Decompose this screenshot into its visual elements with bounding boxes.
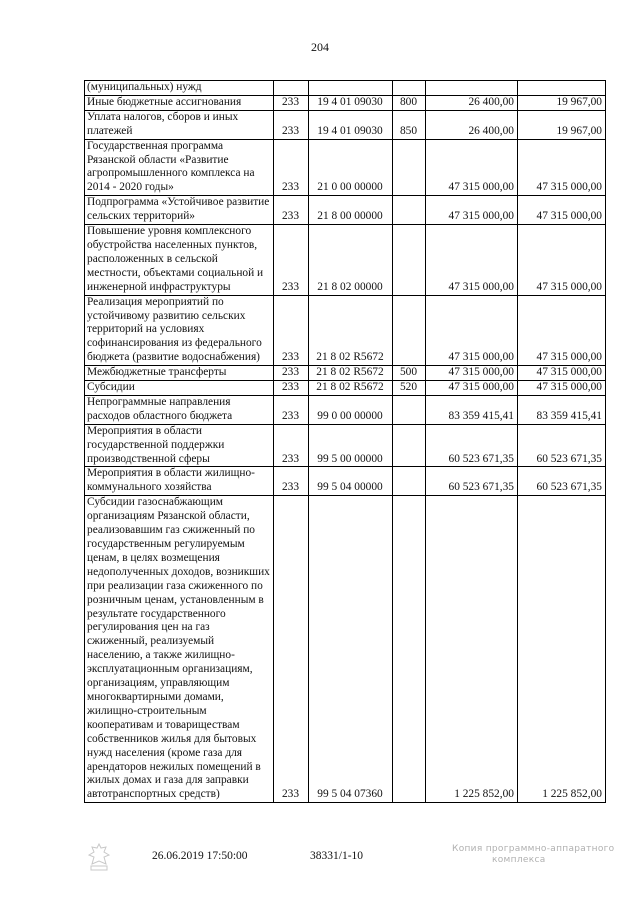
table-row <box>85 395 606 424</box>
cell-name: Субсидии газоснабжающим организациям Рязанской области, реализовавшим газ сжиженный по государственным регулируемым ценам, в целях возмещения недополученных доходов, возникших при реализации газа сжиженного по розничным ценам, установленным в результате государственного регулирования цен на газ сжиженный, реализуемый населению, а также жилищно-эксплуатационным организациям, организациям, управляющим многоквартирными домами, жилищно-строительным кооперативам и товариществам собственников жилья для бытовых нужд населения (кроме газа для арендаторов нежилых помещений в жилых домах и газа для заправки автотранспортных средств) <box>85 496 274 803</box>
cell-vr <box>393 225 426 296</box>
cell-vr: 800 <box>393 95 426 110</box>
cell-plan: 60 523 671,35 <box>426 424 518 467</box>
cell-fact: 47 315 000,00 <box>518 295 606 366</box>
cell-plan: 47 315 000,00 <box>426 381 518 396</box>
cell-ved: 233 <box>274 225 309 296</box>
table-row <box>85 95 606 110</box>
cell-csr: 21 8 02 R5672 <box>309 381 393 396</box>
cell-fact: 47 315 000,00 <box>518 225 606 296</box>
cell-fact: 47 315 000,00 <box>518 366 606 381</box>
cell-fact: 60 523 671,35 <box>518 467 606 496</box>
cell-plan: 47 315 000,00 <box>426 225 518 296</box>
cell-ved <box>274 81 309 96</box>
cell-name: Мероприятия в области жилищно-коммунального хозяйства <box>85 467 274 496</box>
table-row <box>85 496 606 803</box>
table-row <box>85 295 606 366</box>
cell-ved: 233 <box>274 196 309 225</box>
cell-ved: 233 <box>274 381 309 396</box>
cell-ved: 233 <box>274 496 309 803</box>
cell-plan <box>426 81 518 96</box>
cell-plan: 1 225 852,00 <box>426 496 518 803</box>
cell-fact: 1 225 852,00 <box>518 496 606 803</box>
stamp-line-1: Копия программно-аппаратного <box>452 844 615 854</box>
cell-vr <box>393 196 426 225</box>
cell-fact: 83 359 415,41 <box>518 395 606 424</box>
table-row <box>85 225 606 296</box>
cell-plan: 83 359 415,41 <box>426 395 518 424</box>
cell-fact: 47 315 000,00 <box>518 381 606 396</box>
cell-vr <box>393 139 426 196</box>
cell-csr: 99 5 00 00000 <box>309 424 393 467</box>
cell-plan: 26 400,00 <box>426 110 518 139</box>
cell-name: Уплата налогов, сборов и иных платежей <box>85 110 274 139</box>
cell-plan: 47 315 000,00 <box>426 366 518 381</box>
cell-csr: 99 5 04 00000 <box>309 467 393 496</box>
cell-name: Подпрограмма «Устойчивое развитие сельских территорий» <box>85 196 274 225</box>
cell-csr: 19 4 01 09030 <box>309 95 393 110</box>
cell-csr: 99 5 04 07360 <box>309 496 393 803</box>
table-row <box>85 467 606 496</box>
table-row <box>85 196 606 225</box>
cell-vr <box>393 496 426 803</box>
cell-vr: 500 <box>393 366 426 381</box>
cell-fact <box>518 81 606 96</box>
table-row <box>85 81 606 96</box>
cell-name: (муниципальных) нужд <box>85 81 274 96</box>
budget-table <box>84 80 606 803</box>
cell-fact: 47 315 000,00 <box>518 196 606 225</box>
cell-name: Межбюджетные трансферты <box>85 366 274 381</box>
cell-name: Реализация мероприятий по устойчивому развитию сельских территорий на условиях софинансирования из федерального бюджета (развитие водоснабжения) <box>85 295 274 366</box>
cell-csr: 21 8 02 00000 <box>309 225 393 296</box>
footer-stamp <box>452 844 614 866</box>
cell-name: Повышение уровня комплексного обустройства населенных пунктов, расположенных в сельской местности, объектами социальной и инженерной инфраструктуры <box>85 225 274 296</box>
cell-csr: 19 4 01 09030 <box>309 110 393 139</box>
table-row <box>85 381 606 396</box>
cell-csr: 21 8 02 R5672 <box>309 295 393 366</box>
cell-csr: 21 8 00 00000 <box>309 196 393 225</box>
cell-fact: 60 523 671,35 <box>518 424 606 467</box>
cell-plan: 47 315 000,00 <box>426 139 518 196</box>
coat-of-arms-icon <box>86 842 112 872</box>
cell-ved: 233 <box>274 139 309 196</box>
cell-ved: 233 <box>274 424 309 467</box>
cell-csr: 99 0 00 00000 <box>309 395 393 424</box>
table-row <box>85 139 606 196</box>
cell-ved: 233 <box>274 366 309 381</box>
cell-name: Иные бюджетные ассигнования <box>85 95 274 110</box>
table-row <box>85 366 606 381</box>
cell-vr <box>393 295 426 366</box>
cell-plan: 47 315 000,00 <box>426 196 518 225</box>
cell-name: Непрограммные направления расходов областного бюджета <box>85 395 274 424</box>
cell-plan: 60 523 671,35 <box>426 467 518 496</box>
cell-vr: 850 <box>393 110 426 139</box>
cell-vr: 520 <box>393 381 426 396</box>
cell-plan: 26 400,00 <box>426 95 518 110</box>
cell-fact: 19 967,00 <box>518 95 606 110</box>
cell-plan: 47 315 000,00 <box>426 295 518 366</box>
table-row <box>85 110 606 139</box>
cell-ved: 233 <box>274 95 309 110</box>
table-row <box>85 424 606 467</box>
cell-ved: 233 <box>274 395 309 424</box>
footer-document-number: 38331/1-10 <box>310 850 364 862</box>
stamp-line-2: комплекса <box>492 855 546 865</box>
cell-vr <box>393 81 426 96</box>
cell-fact: 19 967,00 <box>518 110 606 139</box>
cell-ved: 233 <box>274 295 309 366</box>
page-number: 204 <box>311 40 329 54</box>
cell-csr: 21 8 02 R5672 <box>309 366 393 381</box>
cell-fact: 47 315 000,00 <box>518 139 606 196</box>
cell-name: Субсидии <box>85 381 274 396</box>
cell-name: Государственная программа Рязанской области «Развитие агропромышленного комплекса на 2014 - 2020 годы» <box>85 139 274 196</box>
cell-csr <box>309 81 393 96</box>
cell-csr: 21 0 00 00000 <box>309 139 393 196</box>
cell-vr <box>393 467 426 496</box>
footer-date-time: 26.06.2019 17:50:00 <box>152 850 248 862</box>
cell-ved: 233 <box>274 467 309 496</box>
cell-name: Мероприятия в области государственной поддержки производственной сферы <box>85 424 274 467</box>
cell-vr <box>393 395 426 424</box>
cell-ved: 233 <box>274 110 309 139</box>
cell-vr <box>393 424 426 467</box>
